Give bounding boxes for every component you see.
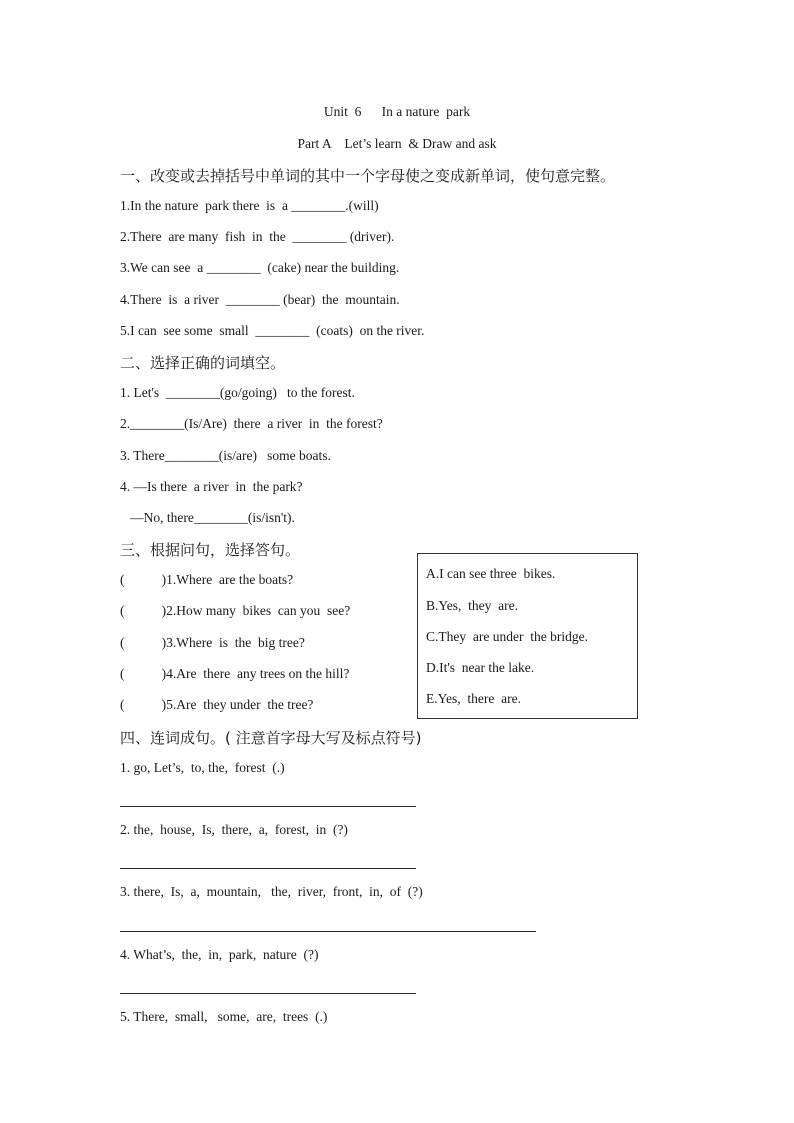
- section1-heading: 一、改变或去掉括号中单词的其中一个字母使之变成新单词，使句意完整。: [120, 167, 616, 185]
- answer-option: A.I can see three bikes.: [426, 566, 556, 581]
- section2-item: 4. —Is there a river in the park?: [120, 479, 303, 494]
- section4-item: 4. What’s, the, in, park, nature (?): [120, 947, 319, 962]
- answer-blank-line[interactable]: [120, 806, 416, 807]
- section2-item: 3. There________(is/are) some boats.: [120, 448, 331, 463]
- answer-blank-line[interactable]: [120, 993, 416, 994]
- section4-item: 1. go, Let’s, to, the, forest (.): [120, 760, 285, 775]
- section2-item: —No, there________(is/isn't).: [120, 510, 295, 525]
- answer-option: D.It's near the lake.: [426, 660, 535, 675]
- section3-question: ( )2.How many bikes can you see?: [120, 603, 351, 618]
- section4-item: 3. there, Is, a, mountain, the, river, front, in, of (?): [120, 884, 423, 899]
- section3-question: ( )5.Are they under the tree?: [120, 697, 314, 712]
- answer-option: C.They are under the bridge.: [426, 629, 588, 644]
- section4-item: 2. the, house, Is, there, a, forest, in (?): [120, 822, 348, 837]
- section3-heading: 三、根据问句，选择答句。: [120, 541, 301, 559]
- part-title: Part A Let’s learn & Draw and ask: [297, 136, 497, 151]
- section1-item: 2.There are many fish in the ________ (driver).: [120, 229, 395, 244]
- section2-item: 1. Let's ________(go/going) to the forest.: [120, 385, 355, 400]
- section1-item: 5.I can see some small ________ (coats) on the river.: [120, 323, 425, 338]
- answer-option: B.Yes, they are.: [426, 598, 518, 613]
- section1-item: 1.In the nature park there is a ________.(will): [120, 198, 379, 213]
- section3-question: ( )1.Where are the boats?: [120, 572, 294, 587]
- section3-question: ( )4.Are there any trees on the hill?: [120, 666, 350, 681]
- section2-item: 2.________(Is/Are) there a river in the forest?: [120, 416, 383, 431]
- section1-item: 4.There is a river ________ (bear) the mountain.: [120, 292, 400, 307]
- unit-title: Unit 6 In a nature park: [323, 104, 471, 119]
- answer-blank-line[interactable]: [120, 931, 536, 932]
- section1-item: 3.We can see a ________ (cake) near the building.: [120, 260, 400, 275]
- section3-question: ( )3.Where is the big tree?: [120, 635, 305, 650]
- section2-heading: 二、选择正确的词填空。: [120, 354, 286, 372]
- answer-options-box: [417, 553, 638, 719]
- answer-blank-line[interactable]: [120, 868, 416, 869]
- answer-option: E.Yes, there are.: [426, 691, 521, 706]
- section4-heading: 四、连词成句。( 注意首字母大写及标点符号): [120, 729, 422, 747]
- section4-item: 5. There, small, some, are, trees (.): [120, 1009, 328, 1024]
